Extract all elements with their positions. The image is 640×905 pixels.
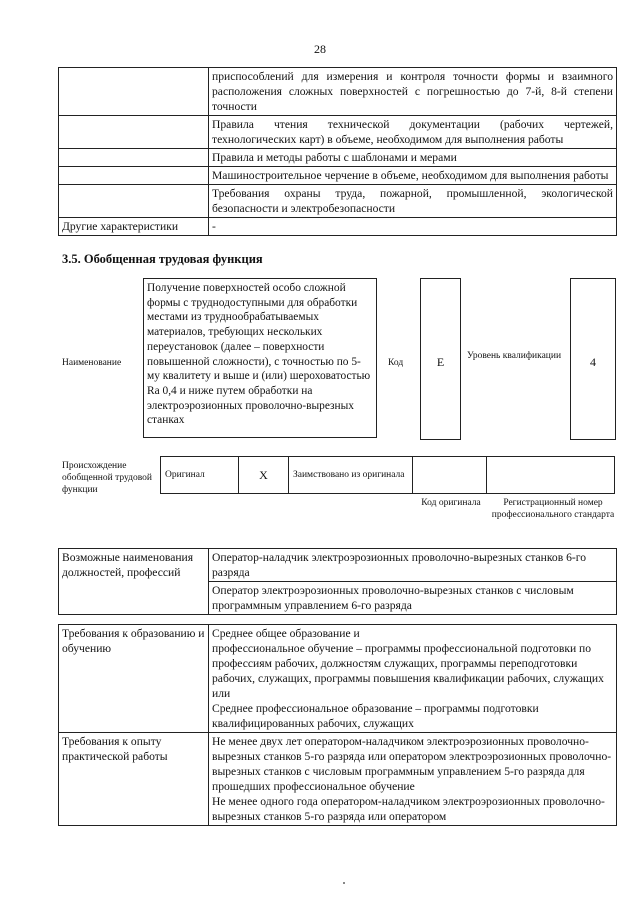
origin-reg-cell <box>487 457 615 494</box>
experience-label: Требования к опыту практической работы <box>59 733 209 826</box>
education-line: или <box>212 687 231 700</box>
borrowed-label: Заимствовано из оригинала <box>289 457 413 494</box>
table-cell-text: Правила чтения технической документации (рабочих чертежей, технологических карт) в объеме, необходимом для выполнения работы <box>209 116 617 149</box>
reg-number-caption: Регистрационный номер профессионального стандарта <box>491 498 615 520</box>
table-cell-text: Требования охраны труда, пожарной, промышленной, экологической безопасности и электробезопасности <box>209 185 617 218</box>
original-label: Оригинал <box>161 457 239 494</box>
table-row <box>59 116 617 149</box>
other-characteristics-value: - <box>209 218 617 236</box>
name-label: Наименование <box>62 358 122 368</box>
function-name-box: Получение поверхностей особо сложной формы с труднодоступными для обработки местами из труднообрабатываемых материалов, требующих нескольких переустановок (далее – поверхности повышенной сложности), с точностью по 5-му квалитету и выше и (или) шероховатостью Ra 0,4 и ниже путем обработки на электроэрозионных проволочно-вырезных станках <box>143 278 377 438</box>
positions-label: Возможные наименования должностей, профессий <box>59 549 209 615</box>
table-cell-text: Правила и методы работы с шаблонами и мерами <box>209 149 617 167</box>
scan-speck <box>343 882 345 884</box>
qualification-level-box: 4 <box>570 278 616 440</box>
code-label: Код <box>388 358 404 368</box>
experience-cell <box>209 733 617 826</box>
table-row <box>59 149 617 167</box>
education-label: Требования к образованию и обучению <box>59 625 209 733</box>
table-cell-text: приспособлений для измерения и контроля точности формы и взаимного расположения сложных поверхностей с погрешностью до 7-й, 8-й степени точности <box>209 68 617 116</box>
position-item: Оператор электроэрозионных проволочно-вырезных станков с числовым программным управлением 6-го разряда <box>209 582 617 615</box>
origin-code-caption: Код оригинала <box>421 498 481 508</box>
table-cell-label <box>59 167 209 185</box>
knowledge-table <box>58 67 617 236</box>
education-cell <box>209 625 617 733</box>
table-cell-label <box>59 149 209 167</box>
table-row <box>59 733 617 826</box>
education-line: Среднее общее образование и <box>212 627 360 640</box>
origin-code-cell <box>413 457 487 494</box>
positions-table <box>58 548 617 615</box>
other-characteristics-label: Другие характеристики <box>59 218 209 236</box>
experience-line: Не менее двух лет оператором-наладчиком электроэрозионных проволочно-вырезных станков 5-го разряда или оператором электроэрозионных проволочно-вырезных станков с числовым программным управлением 5-го разряда для прошедших профессиональное обучение <box>212 735 612 793</box>
table-cell-label <box>59 185 209 218</box>
table-row <box>59 549 617 582</box>
page-number: 28 <box>314 42 326 56</box>
experience-line: Не менее одного года оператором-наладчиком электроэрозионных проволочно-вырезных станков 5-го разряда или оператором <box>212 795 605 823</box>
table-row <box>59 185 617 218</box>
table-row <box>59 68 617 116</box>
table-cell-label <box>59 116 209 149</box>
table-cell-label <box>59 68 209 116</box>
education-line: профессиональное обучение – программы профессиональной подготовки по профессиям рабочих, должностям служащих, программы переподготовки рабочих, служащих, программы повышения квалификации рабочих, служащих <box>212 642 604 685</box>
education-line: Среднее профессиональное образование – программы подготовки квалифицированных рабочих, служащих <box>212 702 539 730</box>
code-value-box: E <box>420 278 461 440</box>
original-mark: X <box>239 457 289 494</box>
position-item: Оператор-наладчик электроэрозионных проволочно-вырезных станков 6-го разряда <box>209 549 617 582</box>
origin-label: Происхождение обобщенной трудовой функции <box>62 461 152 495</box>
table-row <box>59 218 617 236</box>
requirements-table <box>58 624 617 826</box>
table-row <box>161 457 615 494</box>
table-cell-text: Машиностроительное черчение в объеме, необходимом для выполнения работы <box>209 167 617 185</box>
table-row <box>59 167 617 185</box>
qualification-level-label: Уровень квалификации <box>466 351 562 361</box>
table-row <box>59 625 617 733</box>
origin-table <box>160 456 615 494</box>
section-title: 3.5. Обобщенная трудовая функция <box>62 252 263 266</box>
